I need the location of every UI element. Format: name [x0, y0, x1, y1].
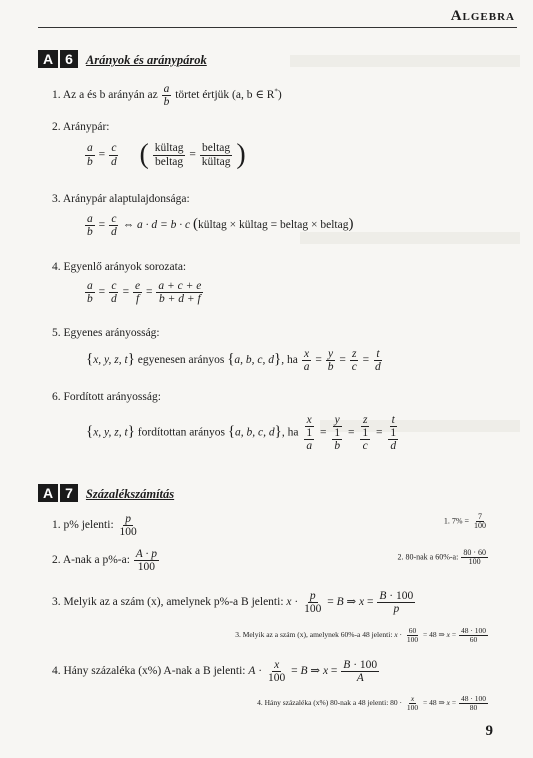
direct-proportion-formula: {x, y, z, t} egyenesen arányos {a, b, c, d}, ha $\frac{x}{a}$ = $\frac{y}{b}$ = $\frac{z}{c}$ = $\frac{t}{d}$ [86, 348, 381, 374]
percent-item-1: 1. p% jelenti: $\frac{p}{100}$ [52, 513, 137, 539]
ratio-sequence-formula: $\frac{a}{b}$ = $\frac{c}{d}$ = $\frac{e}{f}$ = $\frac{a + c + e}{b + d + f}$ [87, 280, 202, 306]
example-4: 4. Hány százaléka (x%) 80-nak a 48 jelenti: 80 · $\frac{x}{100}$ = 48 ⇒ x = $\frac{48 \cdot 100}{80}$ [257, 694, 486, 712]
section-badge-number: 7 [60, 484, 78, 502]
section-a6-heading [38, 50, 207, 69]
example-1: 1. 7% = $\frac{7}{100}$ [443, 512, 486, 531]
item-1: 1. Az a és b arányán az $\frac{a}{b}$ törtet értjük (a, b ∈ R*) [52, 83, 282, 109]
section-a7-heading [38, 484, 174, 503]
section-title: Arányok és aránypárok [85, 53, 207, 67]
proportion-formula: $\frac{a}{b}$ = $\frac{c}{d}$ ( $\frac{\text{kültag}}{\text{beltag}}$ = $\frac{\text{beltag}}{\text{kültag}}$ ) [87, 139, 246, 170]
cross-multiply-formula: $\frac{a}{b}$ = $\frac{c}{d}$ ⇔ a · d = b · c (kültag × kültag = beltag × beltag) [87, 213, 354, 239]
example-2: 2. 80-nak a 60%-a: $\frac{80 \cdot 60}{100}$ [397, 548, 486, 567]
header-title: Algebra [450, 8, 515, 24]
item-2-label: 2. Aránypár: [52, 121, 110, 133]
section-title: Százalékszámítás [85, 487, 175, 501]
example-3: 3. Melyik az a szám (x), amelynek 60%-a 48 jelenti: x · $\frac{60}{100}$ = 48 ⇒ x = $\frac{48 \cdot 100}{60}$ [235, 626, 486, 644]
inverse-proportion-formula: {x, y, z, t} fordítottan arányos {a, b, c, d}, ha $\frac{x}{\frac{1}{a}}$ = $\frac{y}{\frac{1}{b}}$ = $\frac{z}{\frac{1}{c}}$ = $\frac{t}{\frac{1}{d}}$ [86, 414, 397, 453]
section-badge-a: A [38, 50, 58, 68]
section-badge-number: 6 [60, 50, 78, 68]
item-5-label: 5. Egyenes arányosság: [52, 327, 160, 339]
section-badge-a: A [38, 484, 58, 502]
percent-item-3: 3. Melyik az a szám (x), amelynek p%-a B jelenti: x · $\frac{p}{100}$ = B ⇒ x = $\frac{B \cdot 100}{p}$ [52, 590, 414, 616]
item-3-label: 3. Aránypár alaptulajdonsága: [52, 193, 190, 205]
percent-item-4: 4. Hány százaléka (x%) A-nak a B jelenti: A · $\frac{x}{100}$ = B ⇒ x = $\frac{B \cdot 100}{A}$ [52, 659, 378, 685]
item-6-label: 6. Fordított arányosság: [52, 391, 161, 403]
item-4-label: 4. Egyenlő arányok sorozata: [52, 261, 187, 273]
header-rule [38, 27, 517, 28]
percent-item-2: 2. A-nak a p%-a: $\frac{A \cdot p}{100}$ [52, 548, 157, 574]
page-number: 9 [485, 723, 493, 739]
